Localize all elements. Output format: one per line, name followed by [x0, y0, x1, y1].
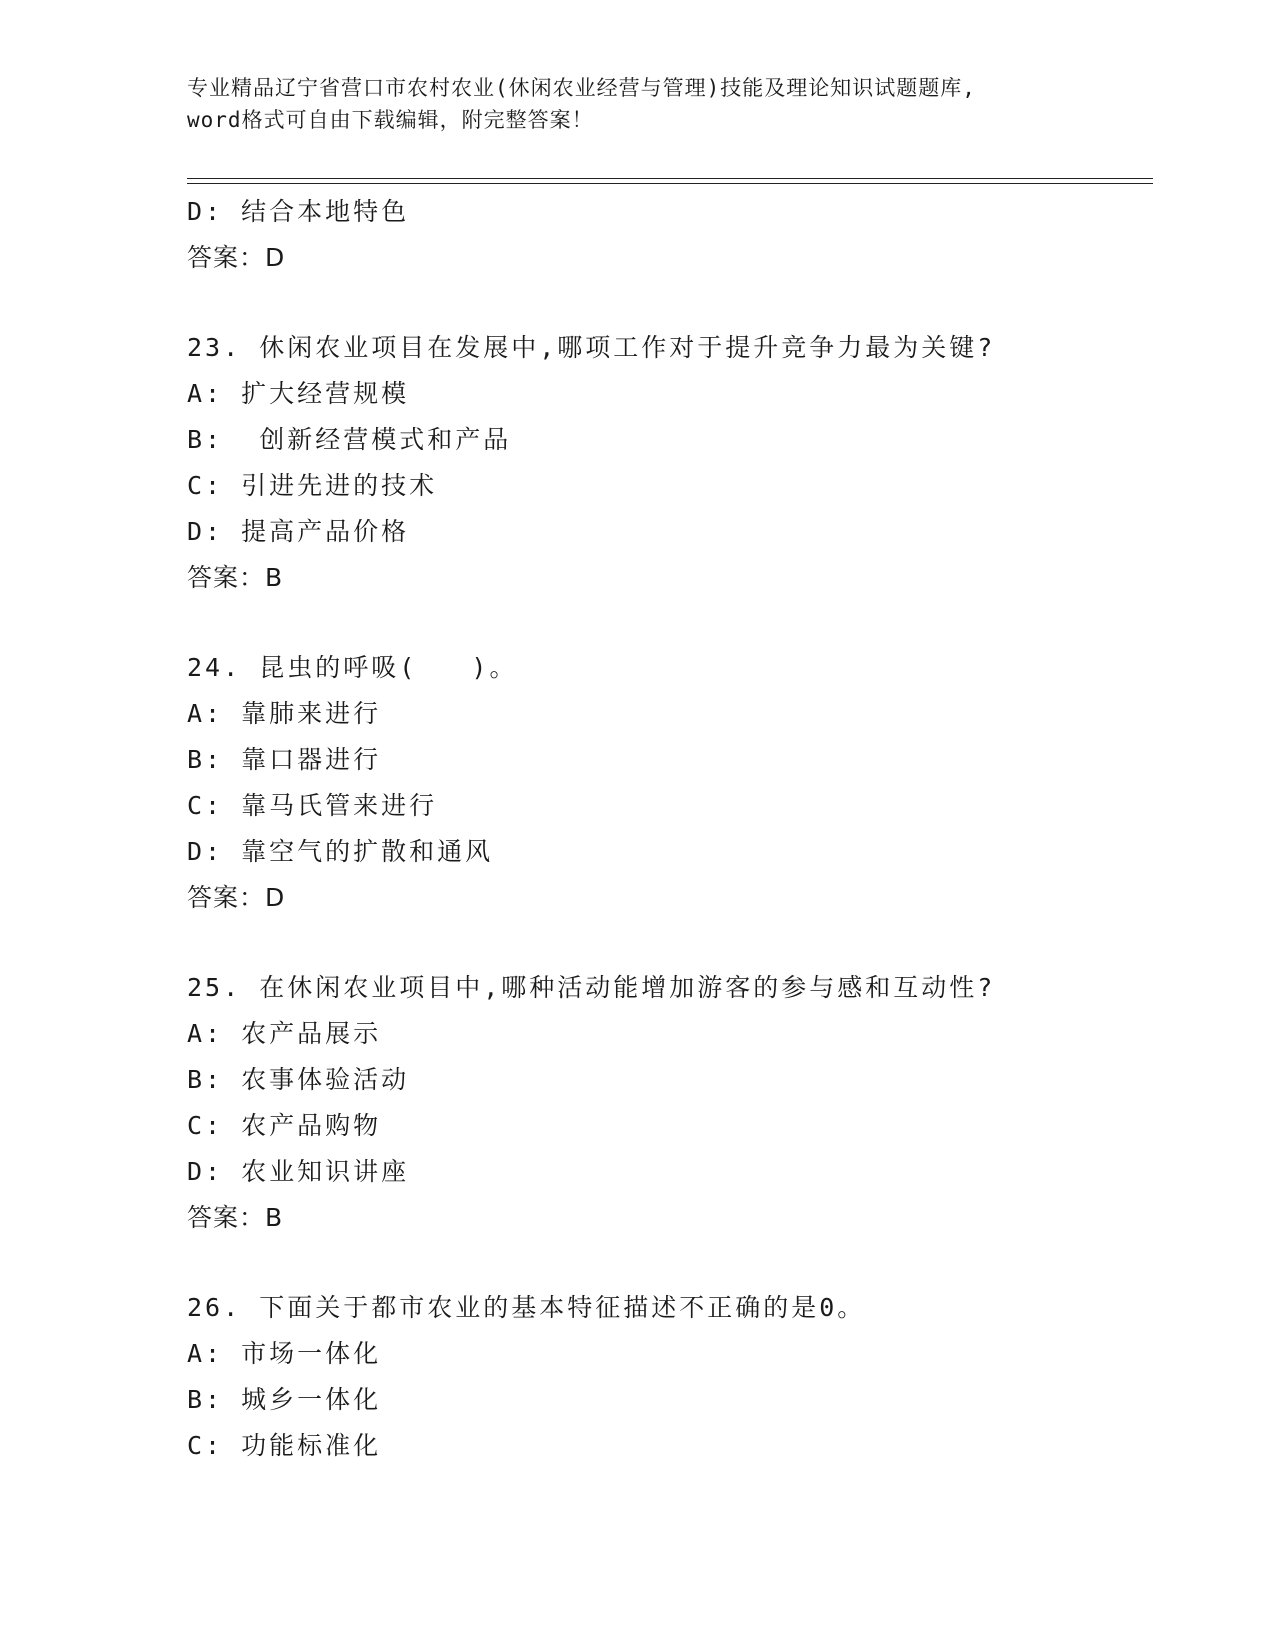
option-b: B: 创新经营模式和产品	[187, 425, 512, 454]
block-spacer	[187, 601, 1147, 645]
option-c: C: 功能标准化	[187, 1431, 382, 1460]
question-block-23	[187, 325, 1147, 601]
question-list	[187, 189, 1147, 1469]
option-c: C: 引进先进的技术	[187, 471, 438, 500]
question-block-24	[187, 645, 1147, 921]
option-b: B: 靠口器进行	[187, 745, 382, 774]
question-text: 23. 休闲农业项目在发展中,哪项工作对于提升竞争力最为关键?	[187, 333, 996, 362]
option-d: D: 结合本地特色	[187, 197, 410, 226]
answer-line: 答案：B	[187, 563, 284, 592]
option-a: A: 市场一体化	[187, 1339, 382, 1368]
question-block-22	[187, 189, 1147, 281]
answer-line: 答案：B	[187, 1203, 284, 1232]
block-spacer	[187, 1241, 1147, 1285]
block-spacer	[187, 281, 1147, 325]
answer-line: 答案：D	[187, 883, 286, 912]
option-c: C: 农产品购物	[187, 1111, 382, 1140]
option-a: A: 扩大经营规模	[187, 379, 410, 408]
header-divider-top	[187, 178, 1153, 179]
header-title-line-1: 专业精品辽宁省营口市农村农业(休闲农业经营与管理)技能及理论知识试题题库,	[187, 76, 976, 100]
question-block-26	[187, 1285, 1147, 1469]
question-block-25	[187, 965, 1147, 1241]
block-spacer	[187, 921, 1147, 965]
header-divider-bottom	[187, 183, 1153, 184]
option-d: D: 靠空气的扩散和通风	[187, 837, 494, 866]
option-c: C: 靠马氏管来进行	[187, 791, 438, 820]
option-d: D: 农业知识讲座	[187, 1157, 410, 1186]
document-header	[187, 72, 1087, 136]
option-a: A: 靠肺来进行	[187, 699, 382, 728]
option-d: D: 提高产品价格	[187, 517, 410, 546]
option-b: B: 农事体验活动	[187, 1065, 410, 1094]
question-text: 24. 昆虫的呼吸( )。	[187, 653, 518, 682]
header-title-line-2: word格式可自由下载编辑，附完整答案！	[187, 108, 594, 132]
option-b: B: 城乡一体化	[187, 1385, 382, 1414]
question-text: 26. 下面关于都市农业的基本特征描述不正确的是0。	[187, 1293, 866, 1322]
question-text: 25. 在休闲农业项目中,哪种活动能增加游客的参与感和互动性?	[187, 973, 996, 1002]
option-a: A: 农产品展示	[187, 1019, 382, 1048]
answer-line: 答案：D	[187, 243, 286, 272]
